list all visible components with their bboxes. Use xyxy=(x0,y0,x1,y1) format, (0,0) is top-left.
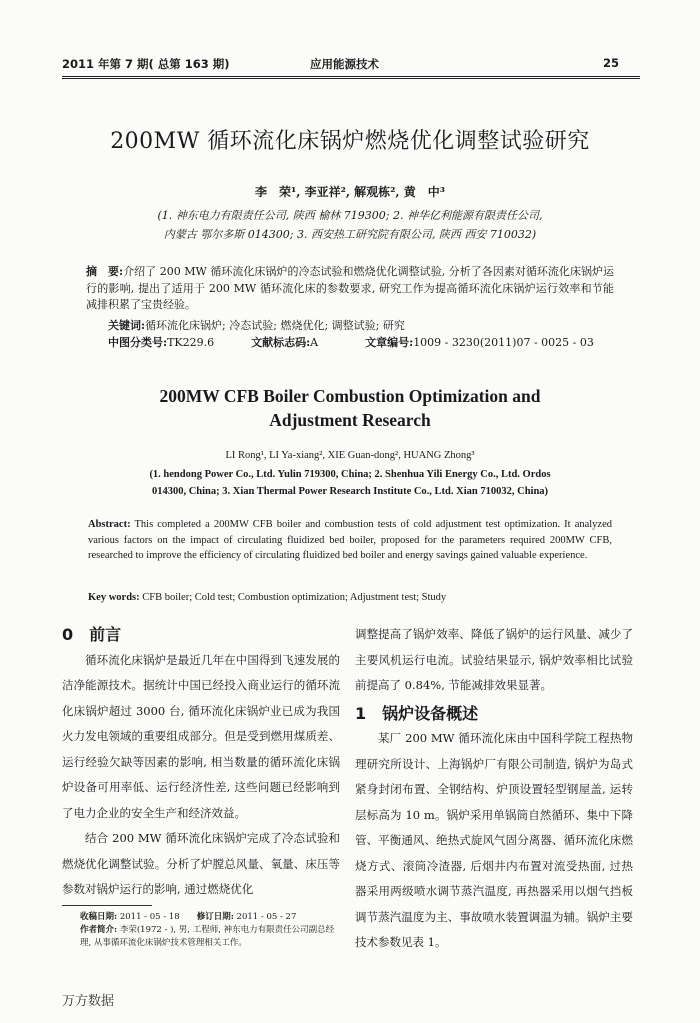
header-rule xyxy=(62,76,640,77)
affiliation-cn-line1: (1. 神东电力有限责任公司, 陕西 榆林 719300; 2. 神华亿利能源有限责任公司, xyxy=(157,209,543,222)
title-cn: 200MW 循环流化床锅炉燃烧优化调整试验研究 xyxy=(110,129,590,154)
article-no-label: 文章编号: xyxy=(365,336,414,349)
abstract-cn-label: 摘 要: xyxy=(86,265,124,278)
left-column xyxy=(62,622,340,903)
title-en-line1: 200MW CFB Boiler Combustion Optimization and xyxy=(159,386,541,406)
abstract-en-text: This completed a 200MW CFB boiler and combustion tests of cold adjustment test optimization. It analyzed various factors on the impact of circulating fluidized bed boiler, proposed for the parameters required 200MW CFB, researched to improve the efficiency of circulating fluidized bed boiler and energy savings gained valuable experience. xyxy=(88,519,613,561)
keywords-cn xyxy=(108,318,614,335)
footnote-author xyxy=(80,924,340,950)
clc-label: 中图分类号: xyxy=(108,336,168,349)
revised-label: 修订日期: xyxy=(196,912,234,922)
classification xyxy=(108,335,628,352)
watermark: 万方数据 xyxy=(62,994,115,1009)
right-column-continuation: 调整提高了锅炉效率、降低了锅炉的运行风量、减少了主要风机运行电流。试验结果显示, 锅炉效率相比试验前提高了 0.84%, 节能减排效果显著。 xyxy=(355,627,633,692)
header-rule-thin xyxy=(62,78,640,79)
section0-paragraph-2: 结合 200 MW 循环流化床锅炉完成了冷态试验和燃烧优化调整试验。分析了炉膛总风量、氧量、床压等参数对锅炉运行的影响, 通过燃烧优化 xyxy=(62,831,340,896)
received-label: 收稿日期: xyxy=(80,912,118,922)
authors-en: LI Rong¹, LI Ya-xiang², XIE Guan-dong², HUANG Zhong³ xyxy=(225,450,475,461)
keywords-en-label: Key words: xyxy=(88,592,140,603)
affiliation-en-line1: (1. hendong Power Co., Ltd. Yulin 719300, China; 2. Shenhua Yili Energy Co., Ltd. Ordos xyxy=(149,469,551,480)
affiliation-cn-line2: 内蒙古 鄂尔多斯 014300; 3. 西安热工研究院有限公司, 陕西 西安 710032) xyxy=(163,228,537,241)
section0-heading: 0 前言 xyxy=(62,625,122,644)
header-page-number: 25 xyxy=(603,56,620,70)
title-en-line2: Adjustment Research xyxy=(269,410,431,430)
revised-date: 2011 - 05 - 27 xyxy=(236,912,297,922)
footnote-dates xyxy=(80,911,340,924)
clc-value: TK229.6 xyxy=(167,336,215,349)
author-bio-text: 李荣(1972 - ), 男, 工程师, 神东电力有限责任公司副总经理, 从事循环流化床锅炉技术管理相关工作。 xyxy=(80,925,335,948)
footnote-rule xyxy=(62,905,152,906)
section0-paragraph-1: 循环流化床锅炉是最近几年在中国得到飞速发展的洁净能源技术。据统计中国已经投入商业运行的循环流化床锅炉超过 3000 台, 循环流化床锅炉业已成为我国火力发电领域的重要组成部分。但是受到燃用煤质差、运行经验欠缺等因素的影响, 相当数量的循环流化床锅炉设备可用率低、运行经济性差, 这些问题已经影响到了电力企业的安全生产和经济效益。 xyxy=(62,652,340,820)
doc-code-label: 文献标志码: xyxy=(251,336,311,349)
keywords-cn-text: 循环流化床锅炉; 冷态试验; 燃烧优化; 调整试验; 研究 xyxy=(145,319,405,332)
section1-paragraph-1: 某厂 200 MW 循环流化床由中国科学院工程热物理研究所设计、上海锅炉厂有限公司制造, 锅炉为岛式紧身封闭布置、全钢结构、炉顶设置轻型钢屋盖, 运转层标高为 10 m。锅炉采用单锅筒自然循环、集中下降管、平衡通风、绝热式旋风气固分离器、循环流化床燃烧方式、滚筒冷渣器, 后烟井内布置对流受热面, 过热器采用两级喷水调节蒸汽温度, 再热器采用以烟气挡板调节蒸汽温度为主、事故喷水装置调温为辅。锅炉主要技术参数见表 1。 xyxy=(355,731,633,949)
article-no-value: 1009 - 3230(2011)07 - 0025 - 03 xyxy=(413,336,594,349)
footnote xyxy=(80,911,340,950)
header-journal: 应用能源技术 xyxy=(310,57,379,71)
header-issue: 2011 年第 7 期( 总第 163 期) xyxy=(62,57,230,71)
received-date: 2011 - 05 - 18 xyxy=(119,912,180,922)
abstract-cn xyxy=(86,264,614,314)
section1-heading: 1 锅炉设备概述 xyxy=(355,703,479,723)
author-bio-label: 作者简介: xyxy=(80,925,118,935)
affiliation-en-line2: 014300, China; 3. Xian Thermal Power Research Institute Co., Ltd. Xian 710032, China) xyxy=(151,486,549,497)
abstract-en-label: Abstract: xyxy=(88,519,131,530)
authors-cn: 李 荣¹, 李亚祥², 解观栋², 黄 中³ xyxy=(254,185,446,199)
keywords-en-text: CFB boiler; Cold test; Combustion optimization; Adjustment test; Study xyxy=(142,592,447,603)
keywords-cn-label: 关键词: xyxy=(108,319,146,332)
doc-code-value: A xyxy=(310,336,319,349)
keywords-en xyxy=(88,590,612,606)
abstract-en xyxy=(88,517,612,564)
right-column xyxy=(355,622,633,956)
abstract-cn-text: 介绍了 200 MW 循环流化床锅炉的冷态试验和燃烧优化调整试验, 分析了各因素对循环流化床锅炉运行的影响, 提出了适用于 200 MW 循环流化床的参数要求, 研究工作为提高循环流化床锅炉运行效率和节能减排积累了宝贵经验。 xyxy=(86,265,615,311)
